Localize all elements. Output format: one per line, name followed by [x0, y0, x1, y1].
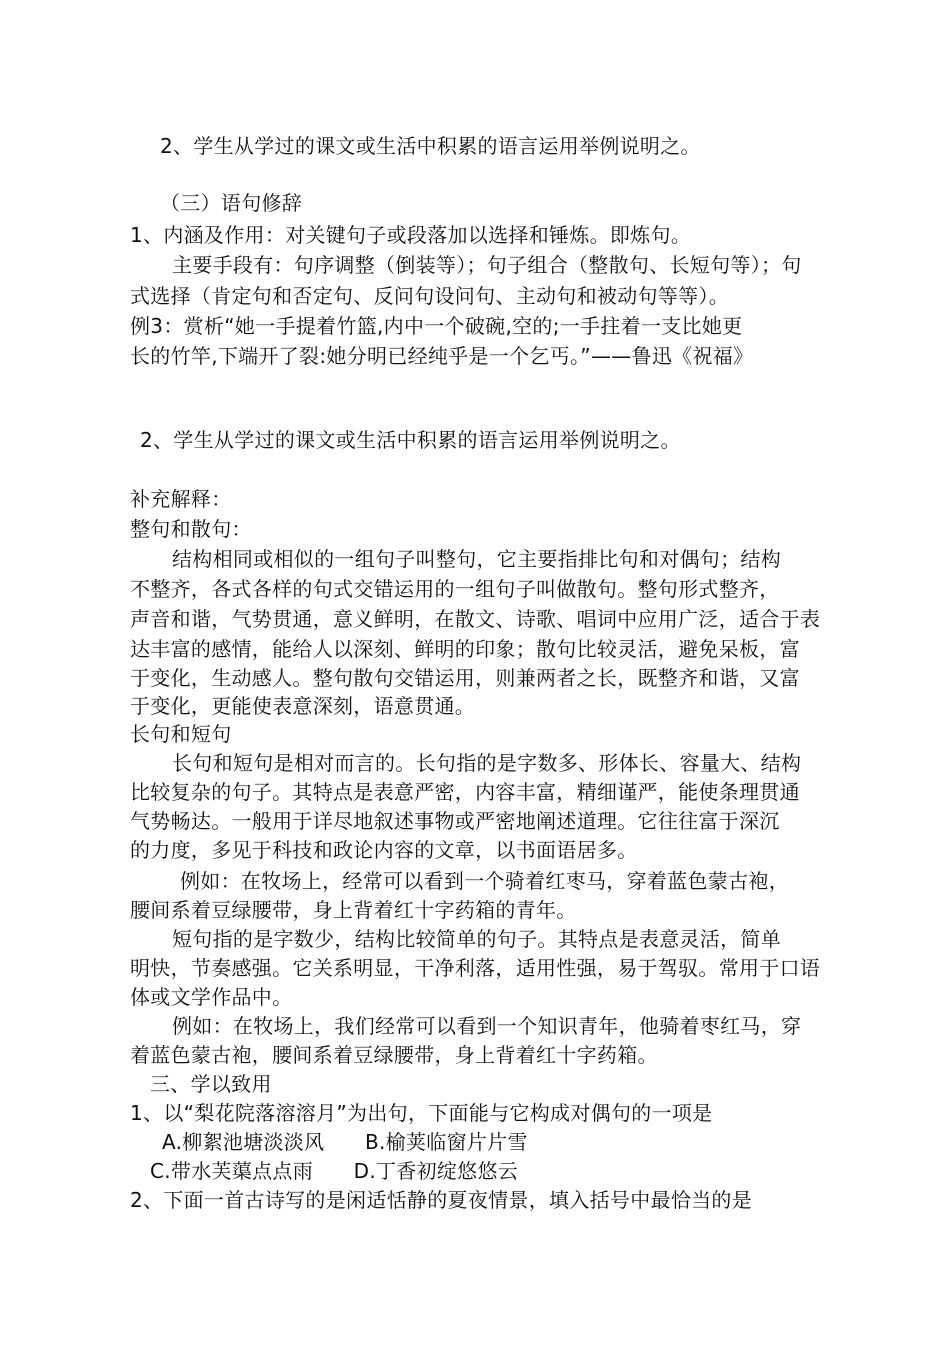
answer-options: C.带水芙蕖点点雨 D.丁香初绽悠悠云 — [150, 1159, 519, 1183]
text-line: 腰间系着豆绿腰带，身上背着红十字药箱的青年。 — [130, 898, 577, 922]
section-heading: 长句和短句 — [130, 722, 232, 746]
text-line: 达丰富的感情，能给人以深刻、鲜明的印象；散句比较灵活，避免呆板，富 — [130, 637, 800, 661]
section-heading: 三、学以致用 — [150, 1072, 272, 1096]
text-line: 长的竹竿,下端开了裂:她分明已经纯乎是一个乞丐。”——鲁迅《祝福》 — [130, 344, 754, 368]
text-line: 1、内涵及作用：对关键句子或段落加以选择和锤炼。即炼句。 — [130, 223, 692, 247]
text-line: 声音和谐，气势贯通，意义鲜明，在散文、诗歌、唱词中应用广泛，适合于表 — [130, 607, 821, 631]
text-line: 于变化，生动感人。整句散句交错运用，则兼两者之长，既整齐和谐，又富 — [130, 666, 800, 690]
text-line: 于变化，更能使表意深刻，语意贯通。 — [130, 694, 476, 718]
question-line: 1、以“梨花院落溶溶月”为出句，下面能与它构成对偶句的一项是 — [130, 1101, 713, 1125]
text-line: 比较复杂的句子。其特点是表意严密，内容丰富，精细谨严，能使条理贯通 — [130, 780, 800, 804]
text-line: 不整齐，各式各样的句式交错运用的一组句子叫做散句。整句形式整齐， — [130, 577, 780, 601]
text-line: 2、学生从学过的课文或生活中积累的语言运用举例说明之。 — [160, 134, 701, 158]
text-line: 例3：赏析“她一手提着竹篮,内中一个破碗,空的;一手拄着一支比她更 — [130, 314, 743, 338]
answer-options: A.柳絮池塘淡淡风 B.榆荚临窗片片雪 — [162, 1130, 528, 1154]
text-line: 着蓝色蒙古袍，腰间系着豆绿腰带，身上背着红十字药箱。 — [130, 1043, 658, 1067]
section-heading: 补充解释： — [130, 487, 232, 511]
text-line: 体或文学作品中。 — [130, 985, 293, 1009]
text-line: 明快，节奏感强。它关系明显，干净利落，适用性强，易于驾驭。常用于口语 — [130, 956, 821, 980]
question-line: 2、下面一首古诗写的是闲适恬静的夏夜情景，填入括号中最恰当的是 — [130, 1188, 753, 1212]
text-line: 主要手段有：句序调整（倒装等）；句子组合（整散句、长短句等）；句 — [172, 253, 802, 277]
text-line: 例如：在牧场上，我们经常可以看到一个知识青年，他骑着枣红马，穿 — [172, 1014, 802, 1038]
text-line: 短句指的是字数少，结构比较简单的句子。其特点是表意灵活，简单 — [172, 927, 781, 951]
text-line: 气势畅达。一般用于详尽地叙述事物或严密地阐述道理。它往往富于深沉 — [130, 809, 780, 833]
text-line: 例如：在牧场上，经常可以看到一个骑着红枣马，穿着蓝色蒙古袍， — [180, 869, 789, 893]
section-heading: 整句和散句： — [130, 517, 252, 541]
section-heading: （三）语句修辞 — [160, 191, 303, 215]
text-line: 的力度，多见于科技和政论内容的文章，以书面语居多。 — [130, 838, 638, 862]
text-line: 2、学生从学过的课文或生活中积累的语言运用举例说明之。 — [140, 428, 681, 452]
text-line: 长句和短句是相对而言的。长句指的是字数多、形体长、容量大、结构 — [172, 751, 802, 775]
text-line: 结构相同或相似的一组句子叫整句，它主要指排比句和对偶句；结构 — [172, 547, 781, 571]
text-line: 式选择（肯定句和否定句、反问句设问句、主动句和被动句等等）。 — [130, 284, 729, 308]
